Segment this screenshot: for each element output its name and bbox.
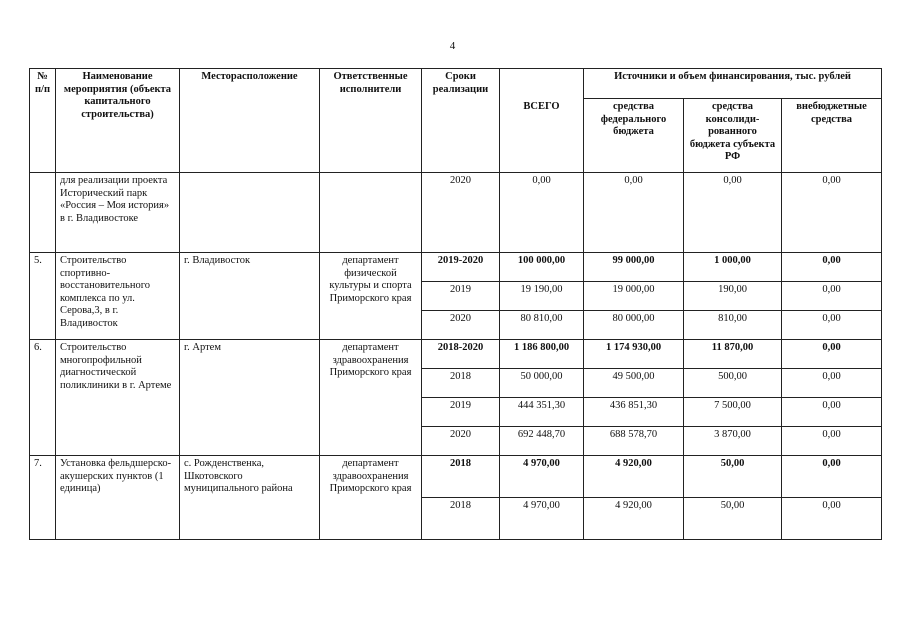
cell-extra: 0,00	[782, 456, 882, 498]
item-responsible: департамент здравоохранения Приморского края	[320, 340, 422, 456]
cell-total: 4 970,00	[500, 456, 584, 498]
cell-extra: 0,00	[782, 369, 882, 398]
item-num: 5.	[30, 253, 56, 340]
header-regional: средства консолиди-рованного бюджета субъекта РФ	[684, 99, 782, 173]
cell-total: 692 448,70	[500, 427, 584, 456]
header-extra: внебюджетные средства	[782, 99, 882, 173]
cell-regional: 3 870,00	[684, 427, 782, 456]
cont-location	[180, 173, 320, 253]
cont-responsible	[320, 173, 422, 253]
header-name: Наименование мероприятия (объекта капитального строительства)	[56, 69, 180, 173]
cell-regional: 11 870,00	[684, 340, 782, 369]
cell-total: 19 190,00	[500, 282, 584, 311]
cont-regional: 0,00	[684, 173, 782, 253]
cell-federal: 80 000,00	[584, 311, 684, 340]
cell-year: 2018	[422, 369, 500, 398]
cell-extra: 0,00	[782, 311, 882, 340]
item-location: г. Артем	[180, 340, 320, 456]
cell-regional: 1 000,00	[684, 253, 782, 282]
header-num: № п/п	[30, 69, 56, 173]
cell-federal: 49 500,00	[584, 369, 684, 398]
item-responsible: департамент физической культуры и спорта Приморского края	[320, 253, 422, 340]
cell-federal: 436 851,30	[584, 398, 684, 427]
table-row	[30, 253, 882, 282]
cell-year: 2020	[422, 311, 500, 340]
item-name: Строительство спортивно-восстановительного комплекса по ул. Серова,3, в г. Владивосток	[56, 253, 180, 340]
cell-total: 50 000,00	[500, 369, 584, 398]
item-location: г. Владивосток	[180, 253, 320, 340]
cell-regional: 190,00	[684, 282, 782, 311]
cont-name: для реализации проекта Исторический парк «Россия – Моя история» в г. Владивостоке	[56, 173, 180, 253]
cell-extra: 0,00	[782, 253, 882, 282]
cell-regional: 810,00	[684, 311, 782, 340]
cont-total: 0,00	[500, 173, 584, 253]
header-row	[30, 69, 882, 99]
cell-extra: 0,00	[782, 427, 882, 456]
cell-total: 1 186 800,00	[500, 340, 584, 369]
header-sources-blank	[500, 69, 584, 99]
cell-total: 4 970,00	[500, 498, 584, 540]
continuation-row	[30, 173, 882, 253]
item-num: 7.	[30, 456, 56, 540]
cell-year: 2018	[422, 456, 500, 498]
item-name: Строительство многопрофильной диагностической поликлиники в г. Артеме	[56, 340, 180, 456]
cell-federal: 4 920,00	[584, 456, 684, 498]
cell-federal: 99 000,00	[584, 253, 684, 282]
cell-year: 2019	[422, 282, 500, 311]
cell-regional: 50,00	[684, 456, 782, 498]
item-num: 6.	[30, 340, 56, 456]
cell-regional: 7 500,00	[684, 398, 782, 427]
header-period: Сроки реализации	[422, 69, 500, 173]
header-responsible: Ответственные исполнители	[320, 69, 422, 173]
cell-extra: 0,00	[782, 340, 882, 369]
cont-num	[30, 173, 56, 253]
cont-year: 2020	[422, 173, 500, 253]
cell-year: 2018-2020	[422, 340, 500, 369]
cell-regional: 500,00	[684, 369, 782, 398]
table-row	[30, 456, 882, 498]
header-total: ВСЕГО	[500, 99, 584, 173]
item-name: Установка фельдшерско-акушерских пунктов (1 единица)	[56, 456, 180, 540]
cell-regional: 50,00	[684, 498, 782, 540]
cell-total: 100 000,00	[500, 253, 584, 282]
cell-year: 2019-2020	[422, 253, 500, 282]
cont-extra: 0,00	[782, 173, 882, 253]
header-federal: средства федерального бюджета	[584, 99, 684, 173]
item-location: с. Рожденственка, Шкотовского муниципального района	[180, 456, 320, 540]
cell-year: 2020	[422, 427, 500, 456]
cell-federal: 4 920,00	[584, 498, 684, 540]
cell-federal: 688 578,70	[584, 427, 684, 456]
table-row	[30, 340, 882, 369]
cell-year: 2019	[422, 398, 500, 427]
cell-extra: 0,00	[782, 282, 882, 311]
cell-total: 444 351,30	[500, 398, 584, 427]
cont-federal: 0,00	[584, 173, 684, 253]
header-sources: Источники и объем финансирования, тыс. рублей	[584, 69, 882, 99]
financing-table	[29, 68, 882, 540]
page-number: 4	[449, 40, 456, 52]
cell-total: 80 810,00	[500, 311, 584, 340]
cell-federal: 19 000,00	[584, 282, 684, 311]
cell-extra: 0,00	[782, 498, 882, 540]
cell-federal: 1 174 930,00	[584, 340, 684, 369]
cell-extra: 0,00	[782, 398, 882, 427]
cell-year: 2018	[422, 498, 500, 540]
header-location: Месторасположение	[180, 69, 320, 173]
item-responsible: департамент здравоохранения Приморского края	[320, 456, 422, 540]
